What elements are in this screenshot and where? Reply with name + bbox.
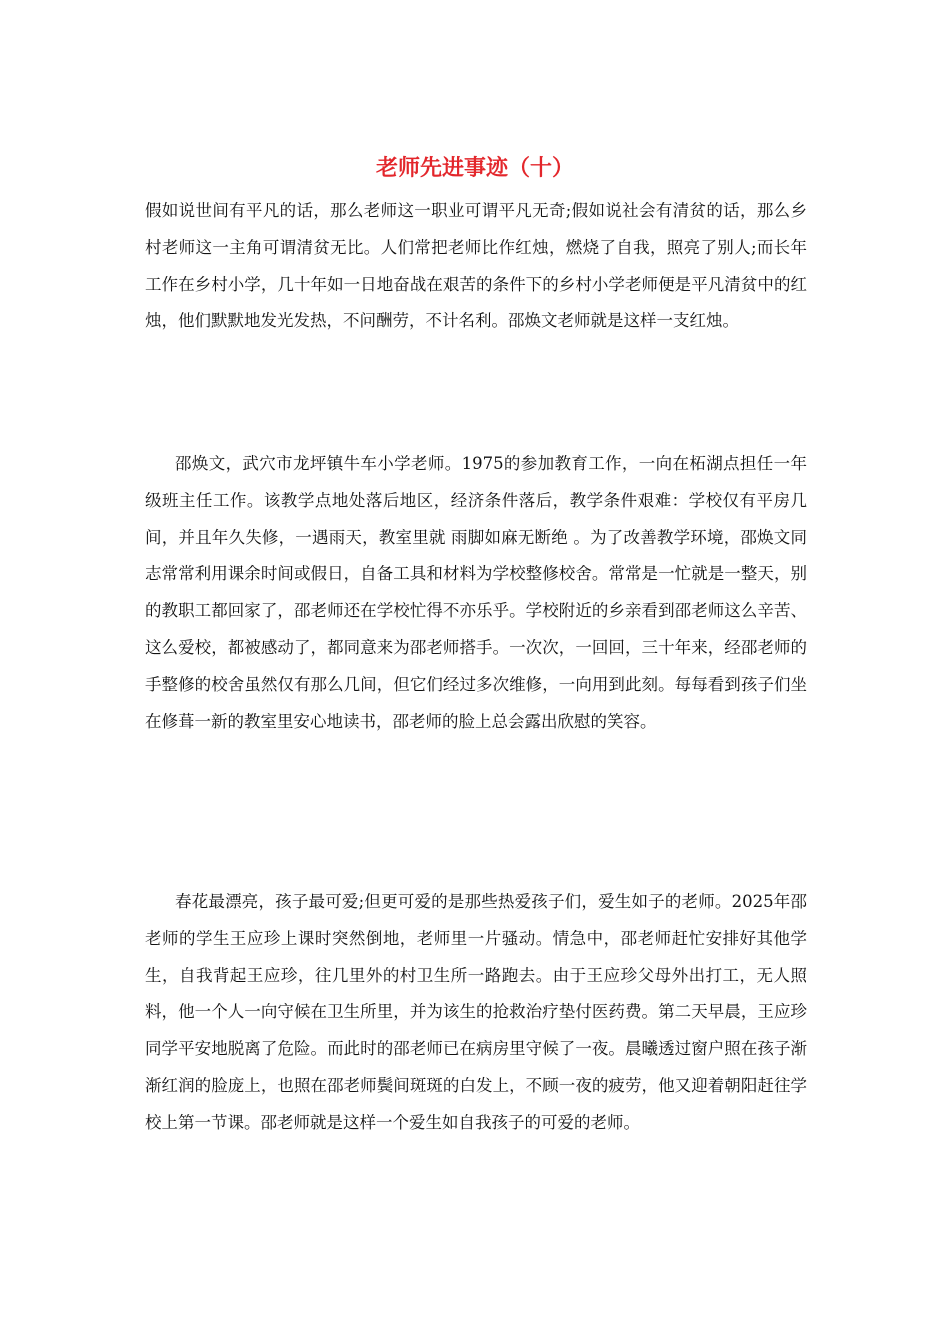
paragraph-3: 春花最漂亮，孩子最可爱;但更可爱的是那些热爱孩子们，爱生如子的老师。2025年邵老师的学生王应珍上课时突然倒地，老师里一片骚动。情急中，邵老师赶忙安排好其他学生，自我背起王应珍，往几里外的村卫生所一路跑去。由于王应珍父母外出打工，无人照料，他一个人一向守候在卫生所里，并为该生的抢救治疗垫付医药费。第二天早晨，王应珍同学平安地脱离了危险。而此时的邵老师已在病房里守候了一夜。晨曦透过窗户照在孩子渐渐红润的脸庞上，也照在邵老师鬓间斑斑的白发上，不顾一夜的疲劳，他又迎着朝阳赶往学校上第一节课。邵老师就是这样一个爱生如自我孩子的可爱的老师。 <box>145 892 807 1132</box>
document-title: 老师先进事迹（十） <box>375 155 574 181</box>
paragraph-1: 假如说世间有平凡的话，那么老师这一职业可谓平凡无奇;假如说社会有清贫的话，那么乡村老师这一主角可谓清贫无比。人们常把老师比作红烛，燃烧了自我，照亮了别人;而长年工作在乡村小学，几十年如一日地奋战在艰苦的条件下的乡村小学老师便是平凡清贫中的红烛，他们默默地发光发热，不问酬劳，不计名利。邵焕文老师就是这样一支红烛。 <box>145 201 807 331</box>
paragraph-2: 邵焕文，武穴市龙坪镇牛车小学老师。1975的参加教育工作，一向在柘湖点担任一年级班主任工作。该教学点地处落后地区，经济条件落后，教学条件艰难：学校仅有平房几间，并且年久失修，一遇雨天，教室里就 雨脚如麻无断绝 。为了改善教学环境，邵焕文同志常常利用课余时间或假日，自备工具和材料为学校整修校舍。常常是一忙就是一整天，别的教职工都回家了，邵老师还在学校忙得不亦乐乎。学校附近的乡亲看到邵老师这么辛苦、这么爱校，都被感动了，都同意来为邵老师搭手。一次次，一回回，三十年来，经邵老师的手整修的校舍虽然仅有那么几间，但它们经过多次维修，一向用到此刻。每每看到孩子们坐在修葺一新的教室里安心地读书，邵老师的脸上总会露出欣慰的笑容。 <box>145 454 807 731</box>
